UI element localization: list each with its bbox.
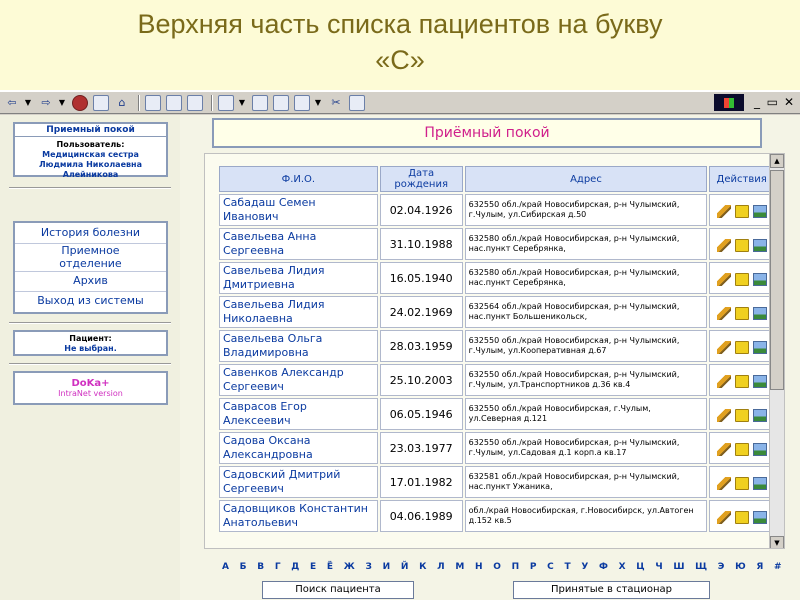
restore-icon[interactable]: ▭ bbox=[766, 95, 778, 109]
sidebar-item-archive[interactable]: Архив bbox=[15, 272, 166, 292]
folder-icon[interactable] bbox=[735, 511, 749, 524]
folder-icon[interactable] bbox=[735, 307, 749, 320]
patient-address: 632581 обл./край Новосибирская, р-н Чулымский, нас.пункт Ужаника, bbox=[465, 466, 708, 498]
alphabet-letter[interactable]: Щ bbox=[695, 562, 708, 572]
folder-icon[interactable] bbox=[735, 239, 749, 252]
admitted-patients-button[interactable]: Принятые в стационар bbox=[513, 581, 710, 599]
copy-icon[interactable] bbox=[348, 94, 366, 112]
search-patient-button[interactable]: Поиск пациента bbox=[262, 581, 414, 599]
column-header-actions: Действия bbox=[709, 166, 774, 192]
alphabet-letter[interactable]: У bbox=[581, 562, 589, 572]
row-actions bbox=[709, 466, 774, 498]
sidebar-item-logout[interactable]: Выход из системы bbox=[37, 294, 144, 307]
sidebar-item-admission[interactable]: Приемное отделение bbox=[15, 244, 166, 272]
mail-icon[interactable] bbox=[217, 94, 235, 112]
picture-icon[interactable] bbox=[753, 443, 767, 456]
alphabet-filter bbox=[222, 562, 782, 572]
patient-address: 632550 обл./край Новосибирская, р-н Чулымский, г.Чулым, ул.Транспортников д.36 кв.4 bbox=[465, 364, 708, 396]
table-row[interactable] bbox=[219, 262, 774, 294]
patient-dob: 06.05.1946 bbox=[380, 398, 463, 430]
edit-icon[interactable] bbox=[717, 205, 731, 218]
search-icon[interactable] bbox=[144, 94, 162, 112]
home-icon[interactable]: ⌂ bbox=[118, 96, 126, 109]
chevron-down-icon[interactable]: ▼ bbox=[24, 98, 32, 107]
patient-address: 632564 обл./край Новосибирская, р-н Чулымский, нас.пункт Большеникольск, bbox=[465, 296, 708, 328]
user-name-line2: Алейникова bbox=[62, 170, 119, 179]
toolbar-divider bbox=[211, 95, 213, 111]
alphabet-letter[interactable]: Ё bbox=[326, 562, 334, 572]
user-name-line1: Людмила Николаевна bbox=[39, 160, 142, 169]
alphabet-letter[interactable]: З bbox=[365, 562, 372, 572]
alphabet-letter[interactable]: Ш bbox=[673, 562, 685, 572]
patient-address: 632550 обл./край Новосибирская, г.Чулым, ул.Северная д.121 bbox=[465, 398, 708, 430]
patient-name[interactable]: Саврасов Егор Алексеевич bbox=[219, 398, 378, 430]
alphabet-letter[interactable]: А bbox=[222, 562, 229, 572]
edit-icon[interactable] bbox=[717, 239, 731, 252]
sidebar-divider bbox=[9, 363, 171, 365]
alphabet-letter[interactable]: Н bbox=[474, 562, 483, 572]
column-header-dob[interactable]: Дата рождения bbox=[380, 166, 463, 192]
alphabet-letter[interactable]: Е bbox=[310, 562, 317, 572]
print-icon[interactable] bbox=[251, 94, 269, 112]
alphabet-letter[interactable]: О bbox=[493, 562, 501, 572]
brand-subtitle: IntraNet version bbox=[58, 389, 123, 398]
alphabet-letter[interactable]: Р bbox=[529, 562, 537, 572]
alphabet-letter[interactable]: П bbox=[511, 562, 520, 572]
scroll-down-icon[interactable]: ▼ bbox=[770, 536, 784, 549]
alphabet-letter[interactable]: Л bbox=[437, 562, 445, 572]
patient-address: 632550 обл./край Новосибирская, р-н Чулымский, г.Чулым, ул.Кооперативная д.67 bbox=[465, 330, 708, 362]
refresh-icon[interactable] bbox=[92, 94, 110, 112]
picture-icon[interactable] bbox=[753, 341, 767, 354]
alphabet-letter[interactable]: М bbox=[455, 562, 465, 572]
patient-box bbox=[13, 330, 168, 356]
toolbar-divider bbox=[138, 95, 140, 111]
alphabet-letter[interactable]: Й bbox=[400, 562, 409, 572]
row-actions bbox=[709, 262, 774, 294]
row-actions bbox=[709, 364, 774, 396]
patients-table-container bbox=[204, 153, 785, 549]
minimize-icon[interactable]: _ bbox=[754, 95, 760, 109]
folder-icon[interactable] bbox=[735, 273, 749, 286]
edit-icon[interactable] bbox=[717, 375, 731, 388]
table-row[interactable] bbox=[219, 500, 774, 532]
scrollbar-thumb[interactable] bbox=[770, 170, 784, 390]
windows-logo-icon bbox=[714, 94, 744, 111]
patient-name[interactable]: Савенков Александр Сергеевич bbox=[219, 364, 378, 396]
chevron-down-icon[interactable]: ▼ bbox=[58, 98, 66, 107]
table-row[interactable] bbox=[219, 364, 774, 396]
sidebar-nav bbox=[13, 221, 168, 314]
patient-dob: 23.03.1977 bbox=[380, 432, 463, 464]
patient-dob: 02.04.1926 bbox=[380, 194, 463, 226]
patient-name[interactable]: Савельева Анна Сергеевна bbox=[219, 228, 378, 260]
discuss-icon[interactable] bbox=[293, 94, 311, 112]
alphabet-letter[interactable]: С bbox=[547, 562, 554, 572]
alphabet-letter[interactable]: Ч bbox=[655, 562, 663, 572]
alphabet-letter[interactable]: Т bbox=[564, 562, 571, 572]
picture-icon[interactable] bbox=[753, 239, 767, 252]
alphabet-letter[interactable]: Д bbox=[291, 562, 300, 572]
table-row[interactable] bbox=[219, 398, 774, 430]
alphabet-letter[interactable]: К bbox=[419, 562, 427, 572]
alphabet-letter[interactable]: Э bbox=[717, 562, 725, 572]
chevron-down-icon[interactable]: ▼ bbox=[314, 98, 322, 107]
patient-address: 632580 обл./край Новосибирская, р-н Чулымский, нас.пункт Серебрянка, bbox=[465, 262, 708, 294]
page-header bbox=[212, 118, 762, 148]
picture-icon[interactable] bbox=[753, 477, 767, 490]
patient-value: Не выбран. bbox=[64, 344, 117, 353]
patient-address: 632550 обл./край Новосибирская, р-н Чулымский, г.Чулым, ул.Сибирская д.50 bbox=[465, 194, 708, 226]
table-header-row bbox=[219, 166, 774, 192]
picture-icon[interactable] bbox=[753, 307, 767, 320]
user-label: Пользователь: bbox=[56, 140, 125, 149]
picture-icon[interactable] bbox=[753, 205, 767, 218]
row-actions bbox=[709, 194, 774, 226]
row-actions bbox=[709, 296, 774, 328]
patient-name[interactable]: Савельева Ольга Владимировна bbox=[219, 330, 378, 362]
row-actions bbox=[709, 228, 774, 260]
patient-dob: 28.03.1959 bbox=[380, 330, 463, 362]
row-actions bbox=[709, 500, 774, 532]
row-actions bbox=[709, 330, 774, 362]
folder-icon[interactable] bbox=[735, 443, 749, 456]
folder-icon[interactable] bbox=[735, 205, 749, 218]
alphabet-letter[interactable]: Х bbox=[618, 562, 626, 572]
main-area bbox=[202, 115, 800, 600]
patient-address: 632580 обл./край Новосибирская, р-н Чулымский, нас.пункт Серебрянка, bbox=[465, 228, 708, 260]
edit-icon[interactable] bbox=[717, 511, 731, 524]
scroll-up-icon[interactable]: ▲ bbox=[770, 154, 784, 168]
chevron-down-icon[interactable]: ▼ bbox=[238, 98, 246, 107]
patient-name[interactable]: Садова Оксана Александровна bbox=[219, 432, 378, 464]
edit-icon[interactable] bbox=[717, 409, 731, 422]
sidebar-item-history[interactable]: История болезни bbox=[15, 223, 166, 244]
picture-icon[interactable] bbox=[753, 273, 767, 286]
column-header-name[interactable]: Ф.И.О. bbox=[219, 166, 378, 192]
alphabet-letter[interactable]: Ж bbox=[343, 562, 355, 572]
browser-toolbar bbox=[0, 92, 800, 114]
sidebar bbox=[0, 115, 180, 600]
patient-address: обл./край Новосибирская, г.Новосибирск, ул.Автоген д.152 кв.5 bbox=[465, 500, 708, 532]
brand-logo: DоKа+ bbox=[71, 378, 110, 389]
column-header-address[interactable]: Адрес bbox=[465, 166, 708, 192]
row-actions bbox=[709, 398, 774, 430]
patient-dob: 04.06.1989 bbox=[380, 500, 463, 532]
folder-icon[interactable] bbox=[735, 477, 749, 490]
table-row[interactable] bbox=[219, 466, 774, 498]
folder-icon[interactable] bbox=[735, 375, 749, 388]
edit-icon[interactable] bbox=[717, 341, 731, 354]
favorites-icon[interactable] bbox=[165, 94, 183, 112]
slide-title-line1: Верхняя часть списка пациентов на букву bbox=[137, 9, 663, 39]
folder-icon[interactable] bbox=[735, 341, 749, 354]
close-icon[interactable]: ✕ bbox=[783, 95, 794, 109]
alphabet-letter[interactable]: # bbox=[774, 562, 782, 572]
patient-name[interactable]: Савельева Лидия Дмитриевна bbox=[219, 262, 378, 294]
table-row[interactable] bbox=[219, 228, 774, 260]
slide-title bbox=[0, 6, 800, 78]
alphabet-letter[interactable]: Ф bbox=[598, 562, 608, 572]
page-title: Приёмный покой bbox=[424, 125, 550, 141]
table-row[interactable] bbox=[219, 432, 774, 464]
alphabet-letter[interactable]: Ц bbox=[636, 562, 645, 572]
user-role: Медицинская сестра bbox=[42, 150, 139, 159]
alphabet-letter[interactable]: Я bbox=[756, 562, 764, 572]
patient-name[interactable]: Садовщиков Константин Анатольевич bbox=[219, 500, 378, 532]
brand-box bbox=[13, 371, 168, 405]
patient-dob: 17.01.1982 bbox=[380, 466, 463, 498]
patient-name[interactable]: Савельева Лидия Николаевна bbox=[219, 296, 378, 328]
picture-icon[interactable] bbox=[753, 375, 767, 388]
reception-box bbox=[13, 122, 168, 177]
folder-icon[interactable] bbox=[735, 409, 749, 422]
edit-icon[interactable] bbox=[717, 443, 731, 456]
row-actions bbox=[709, 432, 774, 464]
alphabet-letter[interactable]: В bbox=[257, 562, 265, 572]
patient-dob: 24.02.1969 bbox=[380, 296, 463, 328]
stop-icon[interactable] bbox=[71, 94, 89, 112]
vertical-scrollbar[interactable] bbox=[769, 154, 784, 549]
alphabet-letter[interactable]: Г bbox=[274, 562, 281, 572]
forward-icon[interactable]: ⇨ bbox=[41, 96, 51, 109]
table-row[interactable] bbox=[219, 194, 774, 226]
browser-window bbox=[0, 90, 800, 600]
edit-icon[interactable] bbox=[272, 94, 290, 112]
patient-name[interactable]: Сабадаш Семен Иванович bbox=[219, 194, 378, 226]
picture-icon[interactable] bbox=[753, 409, 767, 422]
sidebar-divider bbox=[9, 322, 171, 324]
history-icon[interactable] bbox=[186, 94, 204, 112]
cut-icon[interactable]: ✂ bbox=[331, 96, 341, 109]
patient-name[interactable]: Садовский Дмитрий Сергеевич bbox=[219, 466, 378, 498]
patient-dob: 16.05.1940 bbox=[380, 262, 463, 294]
patient-label: Пациент: bbox=[69, 334, 112, 343]
page-content bbox=[0, 115, 800, 600]
table-row[interactable] bbox=[219, 330, 774, 362]
slide-title-line2: «С» bbox=[375, 45, 425, 75]
sidebar-divider bbox=[9, 187, 171, 189]
patient-dob: 25.10.2003 bbox=[380, 364, 463, 396]
table-row[interactable] bbox=[219, 296, 774, 328]
alphabet-letter[interactable]: Ю bbox=[735, 562, 746, 572]
edit-icon[interactable] bbox=[717, 307, 731, 320]
alphabet-letter[interactable]: И bbox=[382, 562, 391, 572]
patients-table bbox=[217, 164, 776, 534]
back-icon[interactable]: ⇦ bbox=[7, 96, 17, 109]
edit-icon[interactable] bbox=[717, 273, 731, 286]
patient-dob: 31.10.1988 bbox=[380, 228, 463, 260]
patient-address: 632550 обл./край Новосибирская, р-н Чулымский, г.Чулым, ул.Садовая д.1 корп.а кв.17 bbox=[465, 432, 708, 464]
reception-title: Приемный покой bbox=[15, 124, 166, 137]
alphabet-letter[interactable]: Б bbox=[239, 562, 247, 572]
picture-icon[interactable] bbox=[753, 511, 767, 524]
edit-icon[interactable] bbox=[717, 477, 731, 490]
